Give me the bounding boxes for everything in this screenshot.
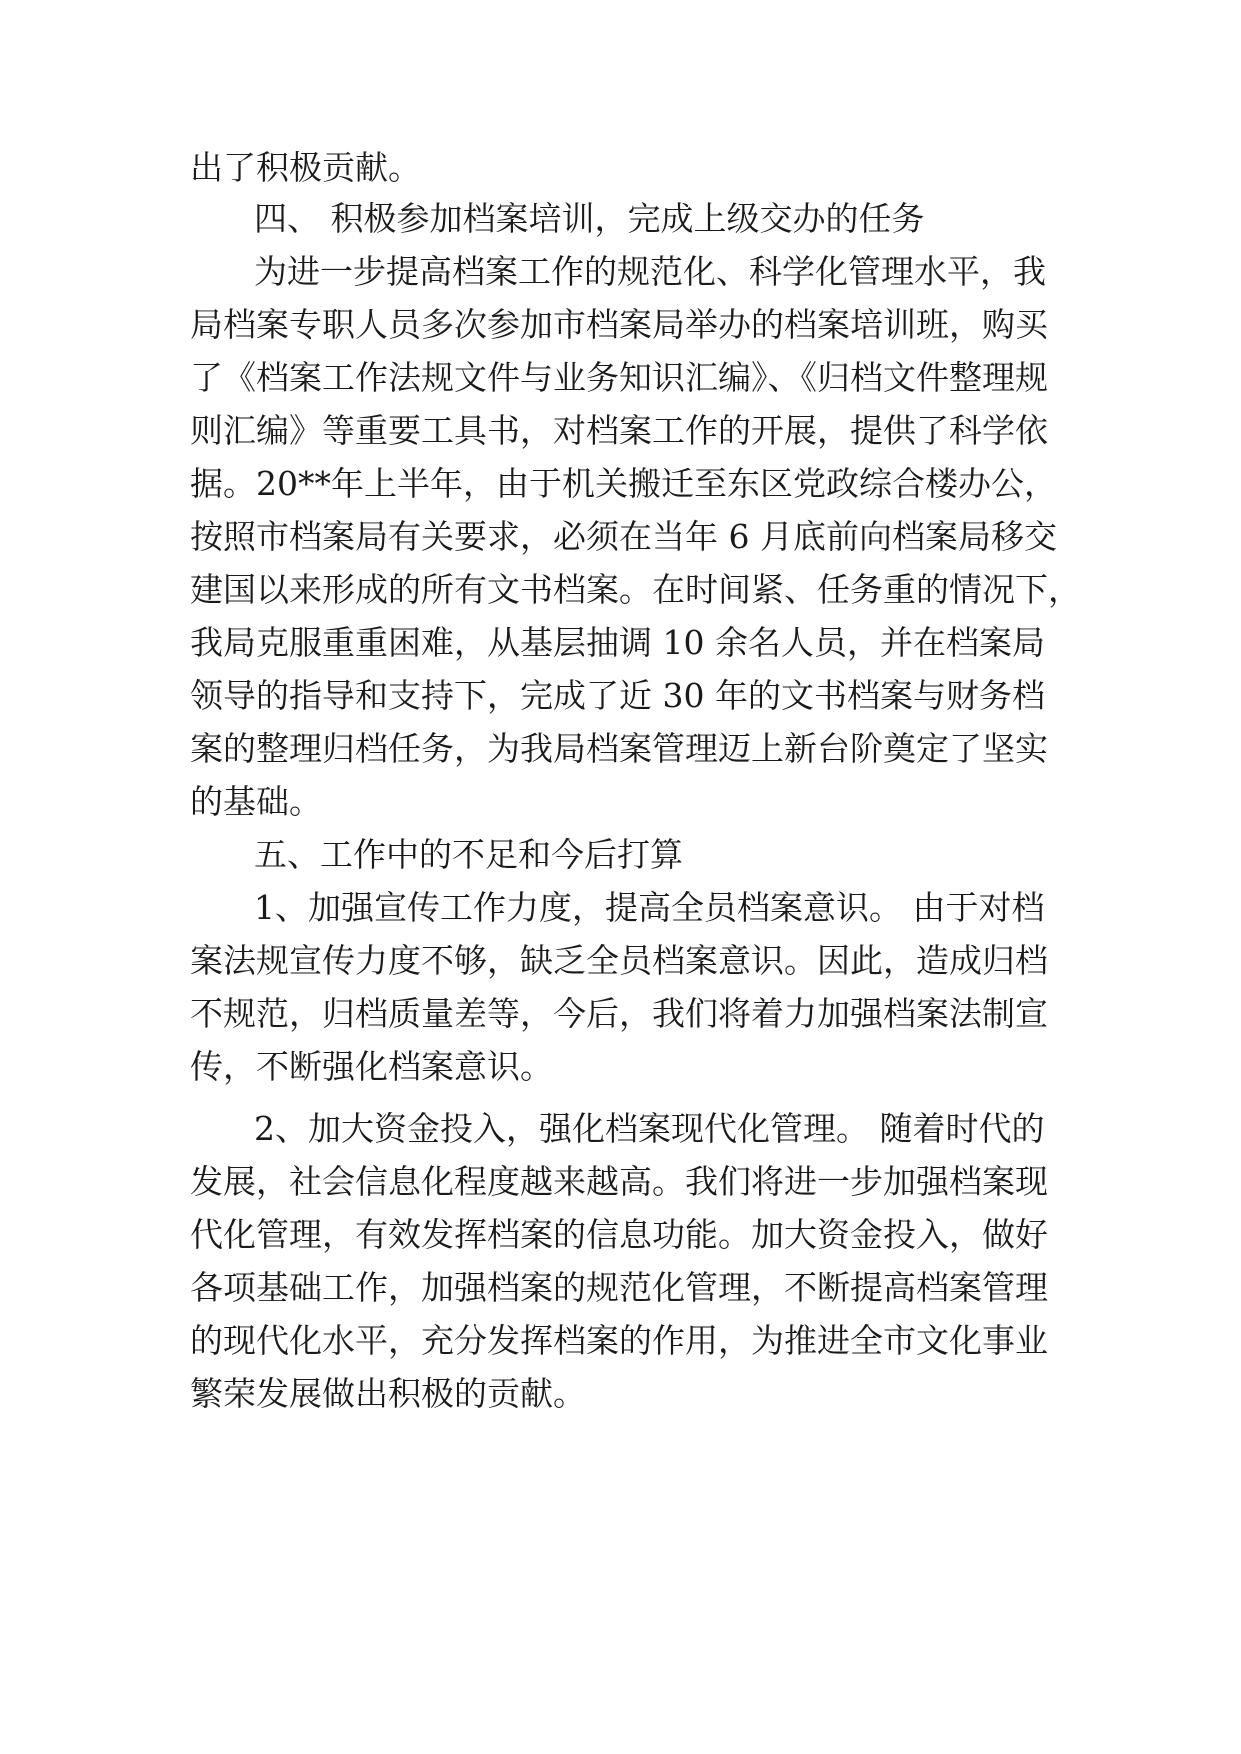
paragraph-text-line: 局档案专职人员多次参加市档案局举办的档案培训班，购买: [190, 305, 1048, 344]
paragraph-text-line: 了《档案工作法规文件与业务知识汇编》、《归档文件整理规: [190, 358, 1048, 397]
paragraph-text-line: 案的整理归档任务，为我局档案管理迈上新台阶奠定了坚实: [190, 729, 1048, 768]
paragraph-text-line: 不规范，归档质量差等，今后，我们将着力加强档案法制宣: [190, 994, 1048, 1033]
paragraph-closing-line: 出了积极贡献。: [190, 148, 421, 187]
section-heading-five: 五、工作中的不足和今后打算: [254, 835, 683, 874]
paragraph-text-line: 领导的指导和支持下，完成了近 30 年的文书档案与财务档: [190, 676, 1045, 715]
paragraph-text-line: 为进一步提高档案工作的规范化、科学化管理水平，我: [254, 252, 1046, 291]
paragraph-text-line: 据。20**年上半年，由于机关搬迁至东区党政综合楼办公，: [190, 464, 1057, 503]
paragraph-text-line: 则汇编》等重要工具书，对档案工作的开展，提供了科学依: [190, 411, 1048, 450]
paragraph-text-line: 代化管理，有效发挥档案的信息功能。加大资金投入，做好: [190, 1215, 1048, 1254]
paragraph-text-line: 按照市档案局有关要求，必须在当年 6 月底前向档案局移交: [190, 517, 1057, 556]
paragraph-text-line: 的现代化水平，充分发挥档案的作用，为推进全市文化事业: [190, 1321, 1048, 1360]
paragraph-text-line: 各项基础工作，加强档案的规范化管理，不断提高档案管理: [190, 1268, 1048, 1307]
paragraph-text-line: 传，不断强化档案意识。: [190, 1047, 553, 1086]
paragraph-text-line: 1、加强宣传工作力度，提高全员档案意识。 由于对档: [254, 888, 1045, 927]
paragraph-text-line: 发展，社会信息化程度越来越高。我们将进一步加强档案现: [190, 1162, 1048, 1201]
paragraph-text-line: 建国以来形成的所有文书档案。在时间紧、任务重的情况下，: [190, 570, 1081, 609]
paragraph-text-line: 的基础。: [190, 782, 322, 821]
paragraph-text-line: 我局克服重重困难，从基层抽调 10 余名人员，并在档案局: [190, 623, 1045, 662]
section-heading-four: 四、 积极参加档案培训，完成上级交办的任务: [254, 199, 925, 238]
paragraph-text-line: 2、加大资金投入，强化档案现代化管理。 随着时代的: [254, 1109, 1045, 1148]
paragraph-text-line: 案法规宣传力度不够，缺乏全员档案意识。因此，造成归档: [190, 941, 1048, 980]
paragraph-text-line: 繁荣发展做出积极的贡献。: [190, 1374, 586, 1413]
